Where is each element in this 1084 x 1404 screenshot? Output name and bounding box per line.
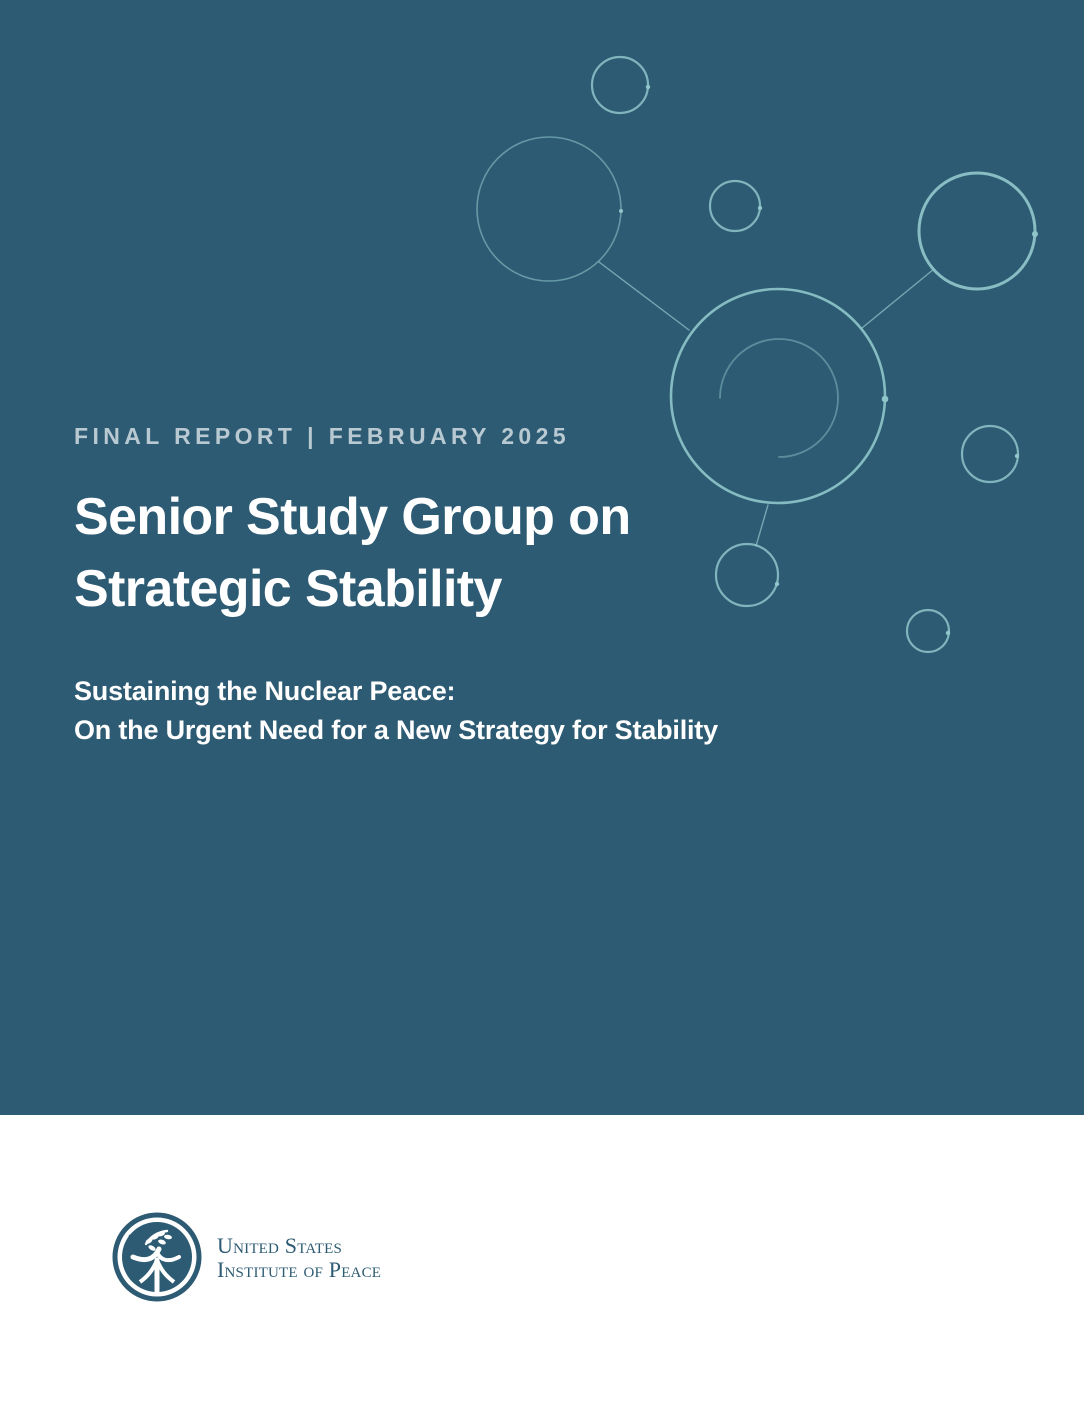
network-node <box>592 57 648 113</box>
report-subtitle-line: On the Urgent Need for a New Strategy for Stability <box>74 715 718 745</box>
report-subtitle-line: Sustaining the Nuclear Peace: <box>74 676 456 706</box>
node-marker <box>646 85 650 89</box>
node-marker <box>1015 454 1019 458</box>
report-subtitle <box>74 672 718 750</box>
report-eyebrow: FINAL REPORT | FEBRUARY 2025 <box>74 423 571 449</box>
connector-line <box>862 269 934 328</box>
node-marker <box>946 631 950 635</box>
node-marker <box>1032 231 1038 237</box>
network-node <box>477 137 621 281</box>
organization-wordmark <box>217 1234 381 1282</box>
network-node-core <box>671 289 885 503</box>
usip-seal-icon <box>110 1210 204 1304</box>
connector-line <box>599 262 689 330</box>
network-node-inner-arc <box>720 339 838 457</box>
network-node <box>710 181 760 231</box>
network-node <box>919 173 1035 289</box>
report-title <box>74 481 631 625</box>
node-marker <box>775 582 779 586</box>
node-marker <box>758 206 762 210</box>
organization-name-line: United States <box>217 1233 343 1258</box>
report-title-line: Strategic Stability <box>74 560 502 618</box>
network-node <box>716 544 778 606</box>
organization-name-line: Institute of Peace <box>217 1257 382 1282</box>
report-title-line: Senior Study Group on <box>74 488 631 546</box>
network-node <box>907 610 949 652</box>
node-marker <box>882 396 889 403</box>
connector-line <box>756 505 768 546</box>
node-marker <box>619 209 623 213</box>
network-node <box>962 426 1018 482</box>
organization-logo <box>110 1210 450 1310</box>
